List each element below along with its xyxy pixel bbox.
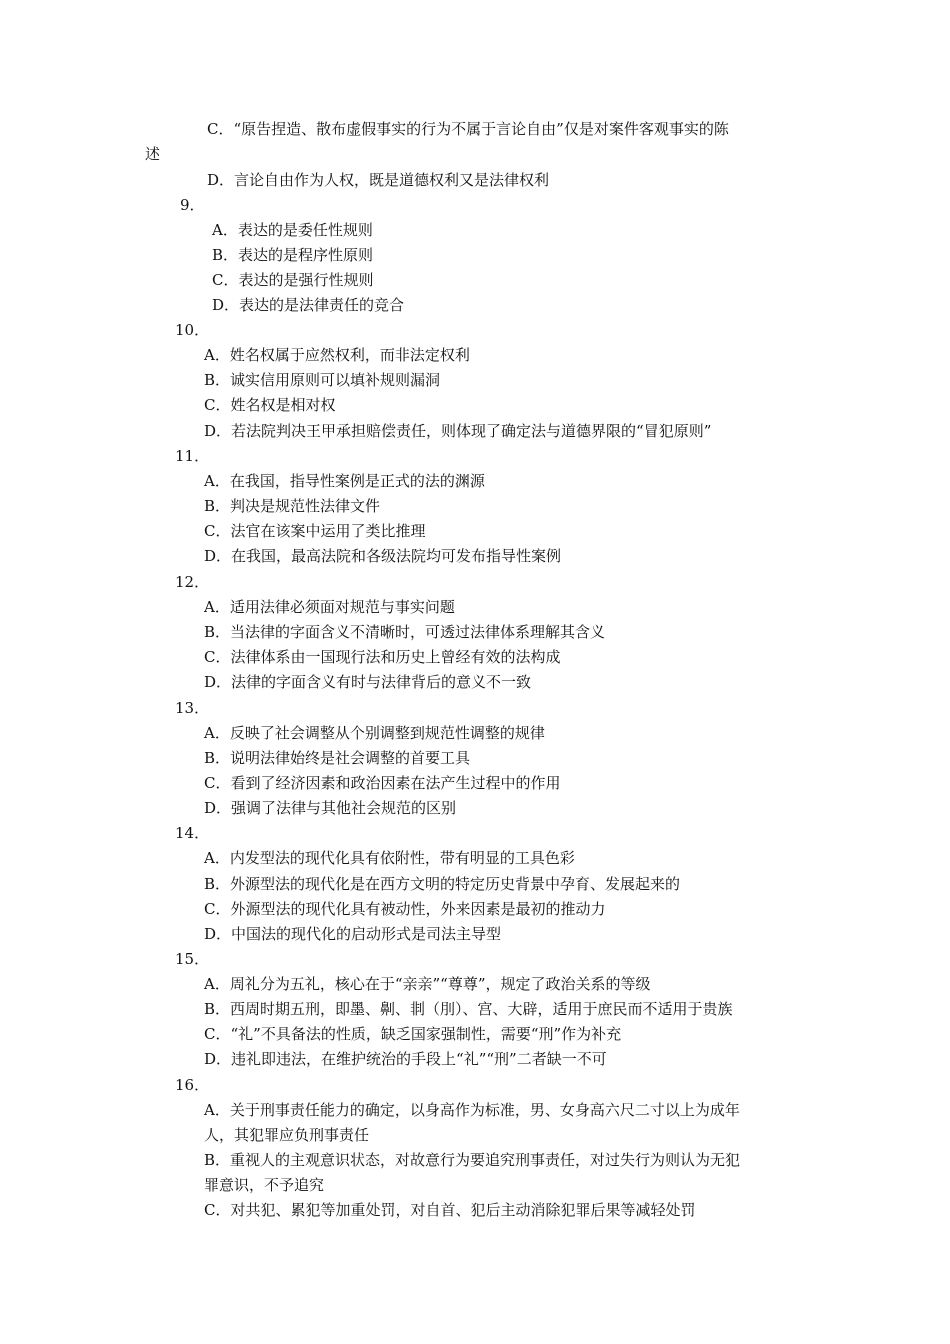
option-d: D．表达的是法律责任的竞合 bbox=[212, 296, 405, 314]
option-d: D．在我国，最高法院和各级法院均可发布指导性案例 bbox=[204, 547, 562, 565]
option-c: C．“礼”不具备法的性质，缺乏国家强制性，需要“刑”作为补充 bbox=[204, 1025, 622, 1043]
option-b: B．诚实信用原则可以填补规则漏洞 bbox=[204, 371, 441, 389]
option-d: D．违礼即违法，在维护统治的手段上“礼”“刑”二者缺一不可 bbox=[204, 1050, 607, 1068]
option-a: A．反映了社会调整从个别调整到规范性调整的规律 bbox=[204, 724, 545, 742]
option-a: A．表达的是委任性规则 bbox=[212, 221, 373, 239]
question-number: 15． bbox=[175, 950, 210, 968]
option-a: A．在我国，指导性案例是正式的法的渊源 bbox=[204, 472, 485, 490]
option-c: C．姓名权是相对权 bbox=[204, 396, 336, 414]
option-c: C．表达的是强行性规则 bbox=[212, 271, 374, 289]
option-a: A．适用法律必须面对规范与事实问题 bbox=[204, 598, 455, 616]
option-d: D．法律的字面含义有时与法律背后的意义不一致 bbox=[204, 673, 532, 691]
option-d: D．若法院判决王甲承担赔偿责任，则体现了确定法与道德界限的“冒犯原则” bbox=[204, 422, 712, 440]
option-b: B．重视人的主观意识状态，对故意行为要追究刑事责任，对过失行为则认为无犯 bbox=[204, 1151, 741, 1169]
option-c: C．外源型法的现代化具有被动性，外来因素是最初的推动力 bbox=[204, 900, 606, 918]
option-a: A．姓名权属于应然权利，而非法定权利 bbox=[204, 346, 470, 364]
option-c: C．法官在该案中运用了类比推理 bbox=[204, 522, 426, 540]
option-b: B．当法律的字面含义不清晰时，可透过法律体系理解其含义 bbox=[204, 623, 606, 641]
option-b: B．表达的是程序性原则 bbox=[212, 246, 374, 264]
option-d: D．强调了法律与其他社会规范的区别 bbox=[204, 799, 457, 817]
option-b: B．外源型法的现代化是在西方文明的特定历史背景中孕育、发展起来的 bbox=[204, 875, 681, 893]
option-a-continuation: 人，其犯罪应负刑事责任 bbox=[204, 1126, 370, 1144]
option-c: C．看到了经济因素和政治因素在法产生过程中的作用 bbox=[204, 774, 561, 792]
option-b: B．说明法律始终是社会调整的首要工具 bbox=[204, 749, 471, 767]
question-number: 10． bbox=[175, 321, 210, 339]
option-a: A．内发型法的现代化具有依附性，带有明显的工具色彩 bbox=[204, 849, 575, 867]
question-number: 12． bbox=[175, 573, 210, 591]
question-number: 14． bbox=[175, 824, 210, 842]
question-number: 11． bbox=[175, 447, 210, 465]
option-d: D．中国法的现代化的启动形式是司法主导型 bbox=[204, 925, 502, 943]
option-b: B．西周时期五刑，即墨、劓、剕（刖）、宫、大辟，适用于庶民而不适用于贵族 bbox=[204, 1000, 733, 1018]
option-b: B．判决是规范性法律文件 bbox=[204, 497, 381, 515]
question-number: 13． bbox=[175, 699, 210, 717]
option-a: A．周礼分为五礼，核心在于“亲亲”“尊尊”，规定了政治关系的等级 bbox=[204, 975, 651, 993]
option-c: C．法律体系由一国现行法和历史上曾经有效的法构成 bbox=[204, 648, 561, 666]
option-c: C．对共犯、累犯等加重处罚，对自首、犯后主动消除犯罪后果等减轻处罚 bbox=[204, 1201, 696, 1219]
q8-option-d: D．言论自由作为人权，既是道德权利又是法律权利 bbox=[207, 171, 550, 189]
question-number: 9． bbox=[180, 196, 205, 214]
q8-option-c-continuation: 述 bbox=[145, 145, 161, 163]
question-number: 16． bbox=[175, 1076, 210, 1094]
q8-option-c: C．“原告捏造、散布虚假事实的行为不属于言论自由”仅是对案件客观事实的陈 bbox=[207, 120, 729, 138]
option-b-continuation: 罪意识，不予追究 bbox=[204, 1176, 325, 1194]
option-a: A．关于刑事责任能力的确定，以身高作为标准，男、女身高六尺二寸以上为成年 bbox=[204, 1101, 740, 1119]
